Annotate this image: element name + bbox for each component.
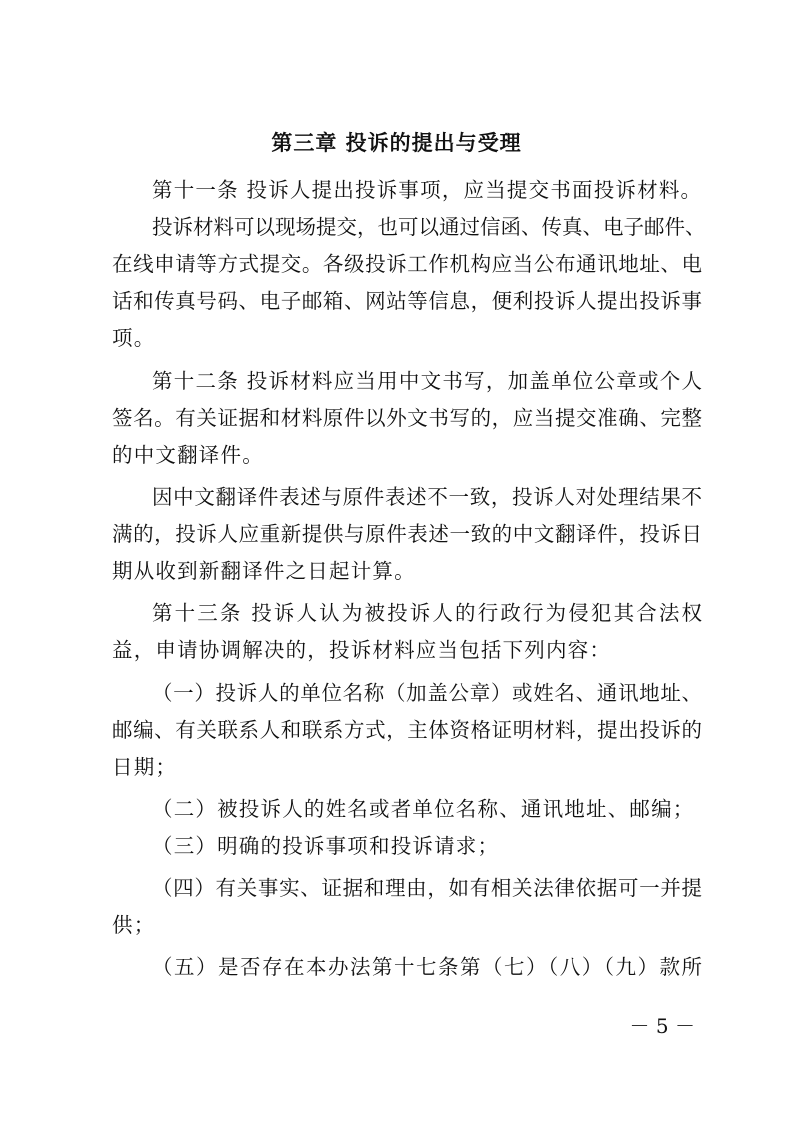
paragraph-line: 期从收到新翻译件之日起计算。 [112,559,416,583]
paragraph-line: 的中文翻译件。 [112,443,264,467]
list-item-line: （三）明确的投诉事项和投诉请求； [152,834,500,858]
paragraph-line: 供； [112,913,156,937]
paragraph-line: 日期； [112,755,178,779]
list-item-line: （五）是否存在本办法第十七条第（七）（八）（九）款所 [152,955,702,979]
paragraph-line: 在线申请等方式提交。各级投诉工作机构应当公布通讯地址、电 [112,252,702,276]
paragraph-line: 话和传真号码、电子邮箱、网站等信息，便利投诉人提出投诉事 [112,289,702,313]
list-item-line: （一）投诉人的单位名称（加盖公章）或姓名、通讯地址、 [152,681,702,705]
list-item-line: （二）被投诉人的姓名或者单位名称、通讯地址、邮编； [152,797,695,821]
list-item-line: （四）有关事实、证据和理由，如有相关法律依据可一并提 [152,876,702,900]
paragraph-line: 满的，投诉人应重新提供与原件表述一致的中文翻译件，投诉日 [112,522,702,546]
paragraph-line: 因中文翻译件表述与原件表述不一致，投诉人对处理结果不 [152,485,702,509]
paragraph-line: 投诉材料可以现场提交，也可以通过信函、传真、电子邮件、 [152,215,706,239]
chapter-title: 第三章 投诉的提出与受理 [271,131,522,155]
page-number: － 5 － [629,1014,695,1038]
paragraph-line: 益，申请协调解决的，投诉材料应当包括下列内容： [112,638,612,662]
article-11-line: 第十一条 投诉人提出投诉事项，应当提交书面投诉材料。 [152,178,703,202]
paragraph-line: 签名。有关证据和材料原件以外文书写的，应当提交准确、完整 [112,406,702,430]
paragraph-line: 项。 [112,326,156,350]
article-12-line: 第十二条 投诉材料应当用中文书写，加盖单位公章或个人 [152,369,702,393]
paragraph-line: 邮编、有关联系人和联系方式，主体资格证明材料，提出投诉的 [112,718,702,742]
article-13-line: 第十三条 投诉人认为被投诉人的行政行为侵犯其合法权 [152,601,702,625]
